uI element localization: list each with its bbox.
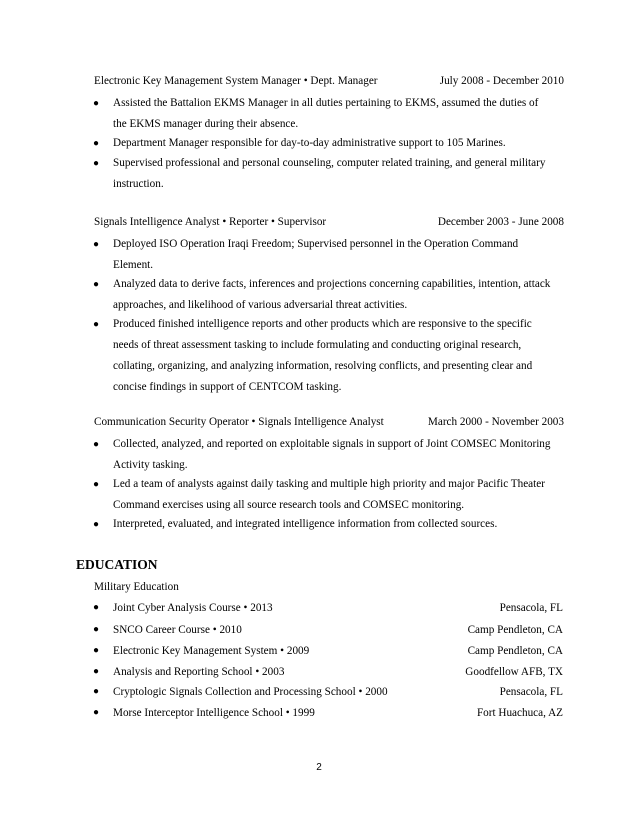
bullet-text: Interpreted, evaluated, and integrated intelligence information from collected sources. <box>113 518 498 530</box>
bullet-text: Led a team of analysts against daily tasking and multiple high priority and major Pacific Theater Command exercises using all source research tools and COMSEC monitoring. <box>113 478 545 511</box>
bullet-text: Supervised professional and personal counseling, computer related training, and general military instruction. <box>113 157 546 190</box>
bullet-icon: ● <box>93 645 100 656</box>
bullet-text: Deployed ISO Operation Iraqi Freedom; Supervised personnel in the Operation Command Element. <box>113 238 519 271</box>
course-location: Pensacola, FL <box>499 686 563 698</box>
bullet-icon: ● <box>93 439 100 450</box>
course-location: Camp Pendleton, CA <box>467 624 563 636</box>
bullet-icon: ● <box>93 686 100 697</box>
job-dates: March 2000 - November 2003 <box>427 416 564 428</box>
page-number: 2 <box>316 762 322 773</box>
job-header <box>94 215 564 229</box>
bullet-icon: ● <box>93 479 100 490</box>
job-dates: July 2008 - December 2010 <box>439 75 564 87</box>
bullet-text: Collected, analyzed, and reported on exploitable signals in support of Joint COMSEC Monitoring Activity tasking. <box>113 438 551 471</box>
course-name: Morse Interceptor Intelligence School • 1999 <box>113 707 315 719</box>
bullet-icon: ● <box>93 138 100 149</box>
course-name: Analysis and Reporting School • 2003 <box>113 666 285 678</box>
bullet-icon: ● <box>93 279 100 290</box>
section-heading: EDUCATION <box>76 557 158 572</box>
bullet-icon: ● <box>93 158 100 169</box>
bullet-icon: ● <box>93 602 100 613</box>
bullet-text: Analyzed data to derive facts, inferences and projections concerning capabilities, intention, attack approaches, and likelihood of various adversarial threat activities. <box>113 278 551 311</box>
course-location: Goodfellow AFB, TX <box>465 666 563 678</box>
bullet-icon: ● <box>93 624 100 635</box>
bullet-text: Assisted the Battalion EKMS Manager in all duties pertaining to EKMS, assumed the duties of the EKMS manager during their absence. <box>113 97 539 130</box>
job-title: Electronic Key Management System Manager • Dept. Manager <box>94 75 378 87</box>
bullet-icon: ● <box>93 519 100 530</box>
job-header <box>94 74 564 88</box>
bullet-icon: ● <box>93 666 100 677</box>
course-name: Cryptologic Signals Collection and Processing School • 2000 <box>113 686 388 698</box>
bullet-text: Department Manager responsible for day-to-day administrative support to 105 Marines. <box>113 137 506 149</box>
bullet-icon: ● <box>93 707 100 718</box>
bullet-icon: ● <box>93 319 100 330</box>
course-location: Fort Huachuca, AZ <box>476 707 563 719</box>
job-dates: December 2003 - June 2008 <box>437 216 564 228</box>
bullet-text: Produced finished intelligence reports and other products which are responsive to the specific needs of threat assessment tasking to include formulating and conducting original research, collating, organizing, and analyzing information, resolving conflicts, and presenting clear and concise findings in support of CENTCOM tasking. <box>113 318 533 393</box>
course-name: Joint Cyber Analysis Course • 2013 <box>113 602 273 614</box>
bullet-icon: ● <box>93 239 100 250</box>
course-location: Pensacola, FL <box>499 602 563 614</box>
bullet-icon: ● <box>93 98 100 109</box>
job-title: Signals Intelligence Analyst • Reporter • Supervisor <box>94 216 327 228</box>
course-name: Electronic Key Management System • 2009 <box>113 645 310 657</box>
job-header <box>94 415 564 429</box>
section-subheading: Military Education <box>94 581 179 593</box>
job-title: Communication Security Operator • Signals Intelligence Analyst <box>94 416 384 428</box>
course-location: Camp Pendleton, CA <box>467 645 563 657</box>
course-name: SNCO Career Course • 2010 <box>113 624 242 636</box>
